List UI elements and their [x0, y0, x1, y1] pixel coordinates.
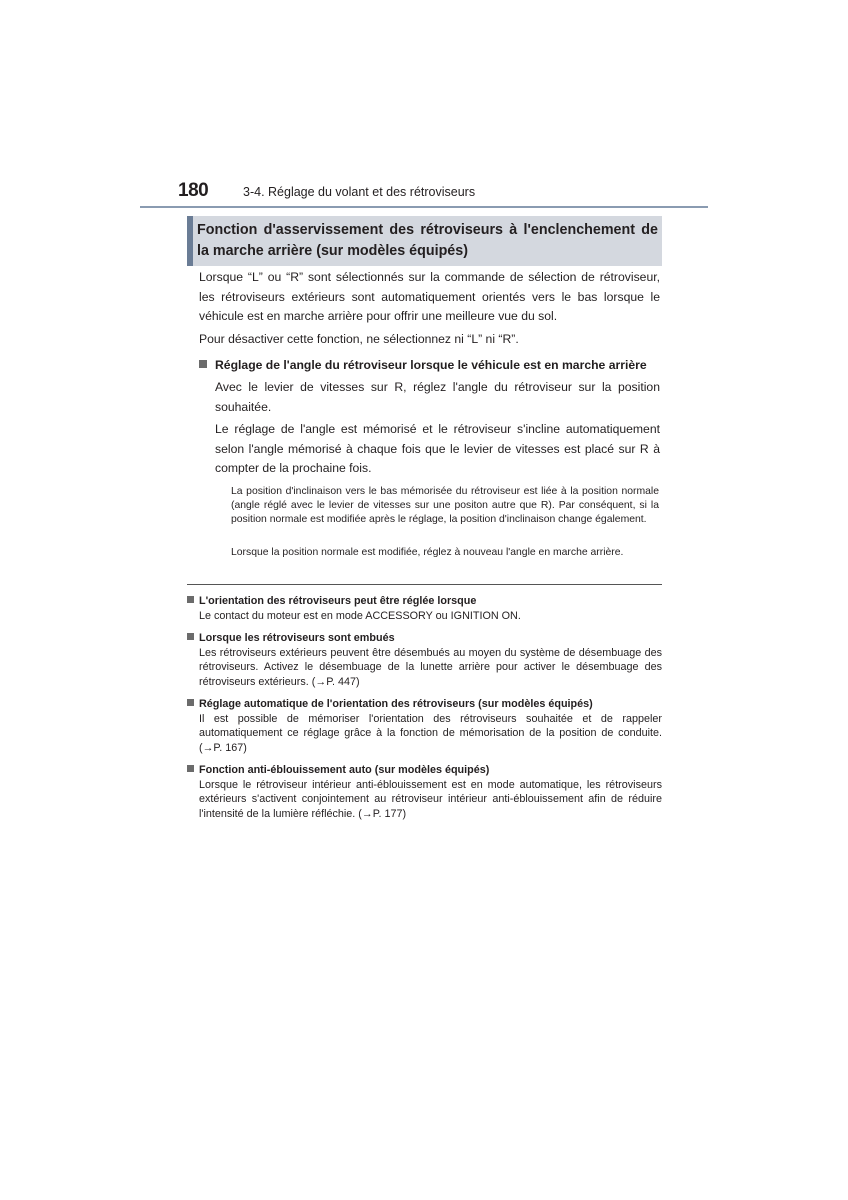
header-rule	[140, 206, 708, 208]
section-title-accent-bar	[187, 216, 193, 266]
info-note	[187, 594, 662, 623]
info-note-body: Il est possible de mémoriser l'orientation des rétroviseurs souhaitée et de rappeler automatiquement ce réglage grâce à la fonction de mémorisation de la position de conduite. (→P. 167)	[199, 713, 662, 754]
sub-paragraph-1: Avec le levier de vitesses sur R, réglez l'angle du rétroviseur sur la position souhaitée.	[215, 380, 660, 414]
info-note-body: Les rétroviseurs extérieurs peuvent être désembués au moyen du système de désembuage des rétroviseurs. Activez le désembuage de la lunette arrière pour activer le désembuage des rétroviseurs extérieurs. (→P. 447)	[199, 647, 662, 688]
info-note-heading	[187, 631, 662, 646]
info-note	[187, 631, 662, 689]
square-bullet-icon	[187, 699, 194, 706]
info-note-heading	[187, 594, 662, 609]
small-note-1: La position d'inclinaison vers le bas mémorisée du rétroviseur est liée à la position normale (angle réglé avec le levier de vitesses sur une positon autre que R). Par conséquent, si la position normale est modifiée après le réglage, la position d'inclinaison change également.	[231, 486, 659, 525]
section-paragraph-2: Pour désactiver cette fonction, ne sélectionnez ni “L” ni “R”.	[199, 332, 519, 346]
page-number: 180	[178, 180, 209, 201]
small-note-2: Lorsque la position normale est modifiée, réglez à nouveau l'angle en marche arrière.	[231, 547, 624, 558]
chapter-title: 3-4. Réglage du volant et des rétroviseurs	[243, 185, 476, 199]
info-note-heading-text: L'orientation des rétroviseurs peut être réglée lorsque	[199, 595, 477, 607]
section-paragraph-1: Lorsque “L” ou “R” sont sélectionnés sur la commande de sélection de rétroviseur, les rétroviseurs extérieurs sont automatiquement orientés vers le bas lorsque le véhicule est en marche arrière pour offrir une meilleure vue du sol.	[199, 270, 660, 324]
sub-paragraph-2: Le réglage de l'angle est mémorisé et le rétroviseur s'incline automatiquement selon l'angle mémorisé à chaque fois que le levier de vitesses est placé sur R à compter de la prochaine fois.	[215, 422, 660, 476]
info-note-body: Lorsque le rétroviseur intérieur anti-éblouissement est en mode automatique, les rétroviseurs extérieurs s'activent conjointement au rétroviseur intérieur anti-éblouissement afin de réduire l'intensité de la lumière réfléchie. (→P. 177)	[199, 779, 662, 820]
square-bullet-icon	[187, 633, 194, 640]
info-note	[187, 697, 662, 755]
square-bullet-icon	[199, 360, 207, 368]
info-note-heading-text: Réglage automatique de l'orientation des rétroviseurs (sur modèles équipés)	[199, 698, 593, 710]
subheading-text: Réglage de l'angle du rétroviseur lorsque le véhicule est en marche arrière	[215, 358, 647, 372]
square-bullet-icon	[187, 596, 194, 603]
section-divider	[187, 584, 662, 585]
info-note-heading-text: Lorsque les rétroviseurs sont embués	[199, 632, 395, 644]
subheading	[199, 355, 669, 375]
info-note	[187, 763, 662, 821]
info-note-heading-text: Fonction anti-éblouissement auto (sur modèles équipés)	[199, 764, 490, 776]
info-note-heading	[187, 763, 662, 778]
info-note-heading	[187, 697, 662, 712]
square-bullet-icon	[187, 765, 194, 772]
section-title: Fonction d'asservissement des rétroviseurs à l'enclenchement de la marche arrière (sur modèles équipés)	[197, 222, 658, 259]
info-note-body: Le contact du moteur est en mode ACCESSORY ou IGNITION ON.	[199, 610, 521, 622]
